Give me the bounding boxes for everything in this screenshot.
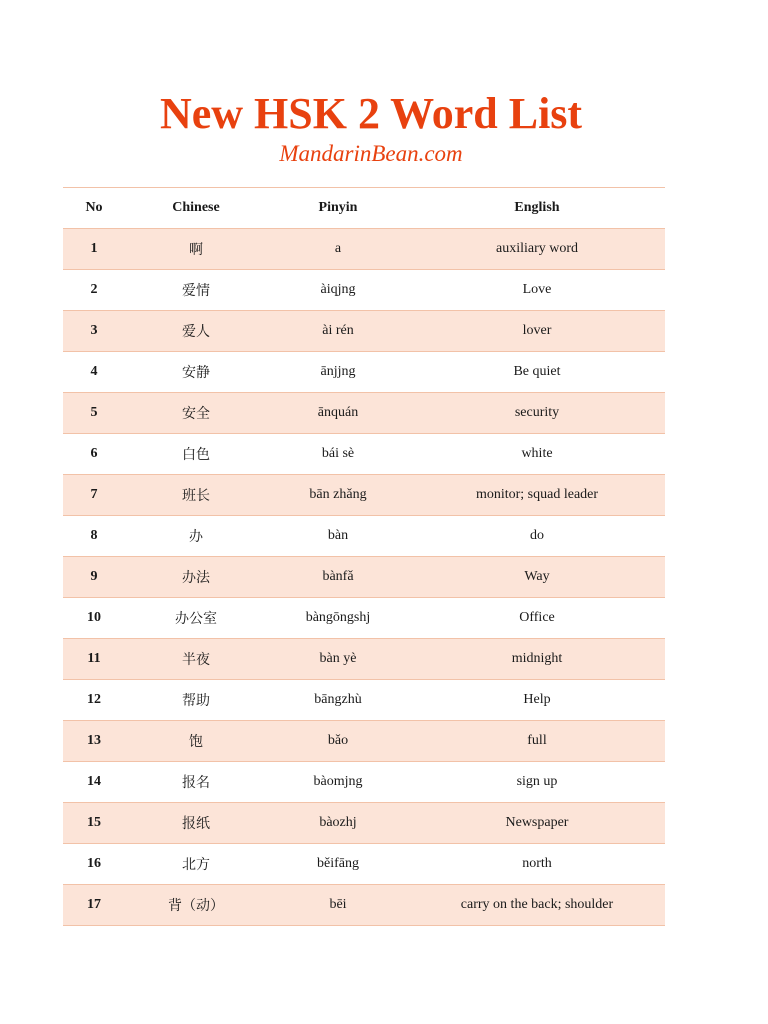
cell-pinyin: a: [334, 241, 342, 256]
cell-pinyin: ài rén: [322, 323, 354, 338]
cell-no: 7: [90, 487, 98, 502]
header-no: No: [85, 200, 103, 215]
cell-pinyin: bàn: [327, 528, 349, 543]
cell-pinyin: běifāng: [317, 856, 359, 871]
site-subtitle: MandarinBean.com: [279, 141, 463, 166]
table-row: [63, 229, 665, 270]
cell-pinyin: bāngzhù: [314, 692, 362, 707]
table-row: [63, 270, 665, 311]
cell-chinese: 背（动）: [168, 898, 224, 914]
cell-chinese: 办: [189, 529, 203, 545]
cell-chinese: 班长: [182, 488, 210, 504]
page-title: New HSK 2 Word List: [159, 89, 583, 138]
cell-english: do: [530, 528, 544, 543]
cell-english: auxiliary word: [495, 241, 579, 256]
cell-chinese: 安静: [182, 365, 210, 381]
cell-chinese: 办公室: [175, 611, 217, 627]
cell-chinese: 北方: [182, 857, 210, 873]
cell-pinyin: bān zhǎng: [309, 487, 367, 502]
cell-no: 11: [87, 651, 101, 666]
table-row: [63, 516, 665, 557]
cell-pinyin: bái sè: [321, 446, 355, 461]
cell-pinyin: bàn yè: [319, 651, 357, 666]
table-row: [63, 434, 665, 475]
cell-english: Newspaper: [505, 815, 569, 830]
cell-pinyin: bǎo: [327, 733, 349, 748]
cell-pinyin: bēi: [329, 897, 347, 912]
cell-no: 13: [87, 733, 101, 748]
cell-chinese: 帮助: [182, 693, 210, 709]
cell-chinese: 报纸: [182, 816, 210, 832]
cell-chinese: 饱: [189, 734, 203, 750]
cell-pinyin: bàozhj: [319, 815, 357, 830]
cell-no: 3: [90, 323, 98, 338]
cell-english: Be quiet: [513, 364, 561, 379]
cell-chinese: 爱情: [182, 283, 210, 299]
table-row: [63, 639, 665, 680]
cell-english: carry on the back; shoulder: [460, 897, 614, 912]
cell-no: 5: [90, 405, 98, 420]
cell-no: 9: [90, 569, 98, 584]
cell-chinese: 啊: [189, 242, 203, 258]
cell-pinyin: ānquán: [317, 405, 359, 420]
table-row: [63, 475, 665, 516]
header-chinese: Chinese: [172, 200, 220, 215]
table-row: [63, 721, 665, 762]
cell-english: lover: [522, 323, 552, 338]
cell-no: 14: [87, 774, 101, 789]
cell-english: Love: [522, 282, 552, 297]
table-row: [63, 352, 665, 393]
cell-chinese: 办法: [182, 570, 210, 586]
cell-pinyin: bàngōngshj: [305, 610, 371, 625]
cell-english: monitor; squad leader: [475, 487, 599, 502]
header-english: English: [514, 200, 560, 215]
cell-english: full: [527, 733, 547, 748]
cell-english: Help: [523, 692, 551, 707]
header-pinyin: Pinyin: [318, 200, 358, 215]
table-header-row: [63, 188, 665, 229]
table-row: [63, 885, 665, 926]
cell-chinese: 安全: [182, 406, 210, 422]
cell-no: 12: [87, 692, 101, 707]
cell-english: north: [522, 856, 552, 871]
table-row: [63, 311, 665, 352]
cell-pinyin: bànfǎ: [322, 569, 354, 584]
table-row: [63, 680, 665, 721]
cell-pinyin: àiqjng: [320, 282, 356, 297]
table-row: [63, 393, 665, 434]
cell-chinese: 半夜: [182, 652, 210, 668]
cell-pinyin: bàomjng: [313, 774, 363, 789]
cell-chinese: 报名: [182, 775, 210, 791]
cell-no: 17: [87, 897, 101, 912]
table-row: [63, 844, 665, 885]
cell-no: 1: [90, 241, 98, 256]
table-row: [63, 598, 665, 639]
cell-no: 8: [90, 528, 98, 543]
cell-no: 4: [90, 364, 98, 379]
table-row: [63, 803, 665, 844]
cell-no: 15: [87, 815, 101, 830]
cell-no: 16: [87, 856, 101, 871]
cell-pinyin: ānjjng: [320, 364, 356, 379]
cell-no: 6: [90, 446, 98, 461]
cell-no: 2: [90, 282, 98, 297]
table-row: [63, 762, 665, 803]
cell-no: 10: [87, 610, 101, 625]
cell-chinese: 白色: [182, 447, 210, 463]
cell-english: midnight: [511, 651, 563, 666]
word-list-table: [63, 187, 665, 926]
cell-english: sign up: [516, 774, 558, 789]
cell-english: white: [521, 446, 553, 461]
cell-english: Office: [519, 610, 555, 625]
cell-english: security: [514, 405, 560, 420]
cell-english: Way: [524, 569, 550, 584]
cell-chinese: 爱人: [182, 324, 210, 340]
table-row: [63, 557, 665, 598]
